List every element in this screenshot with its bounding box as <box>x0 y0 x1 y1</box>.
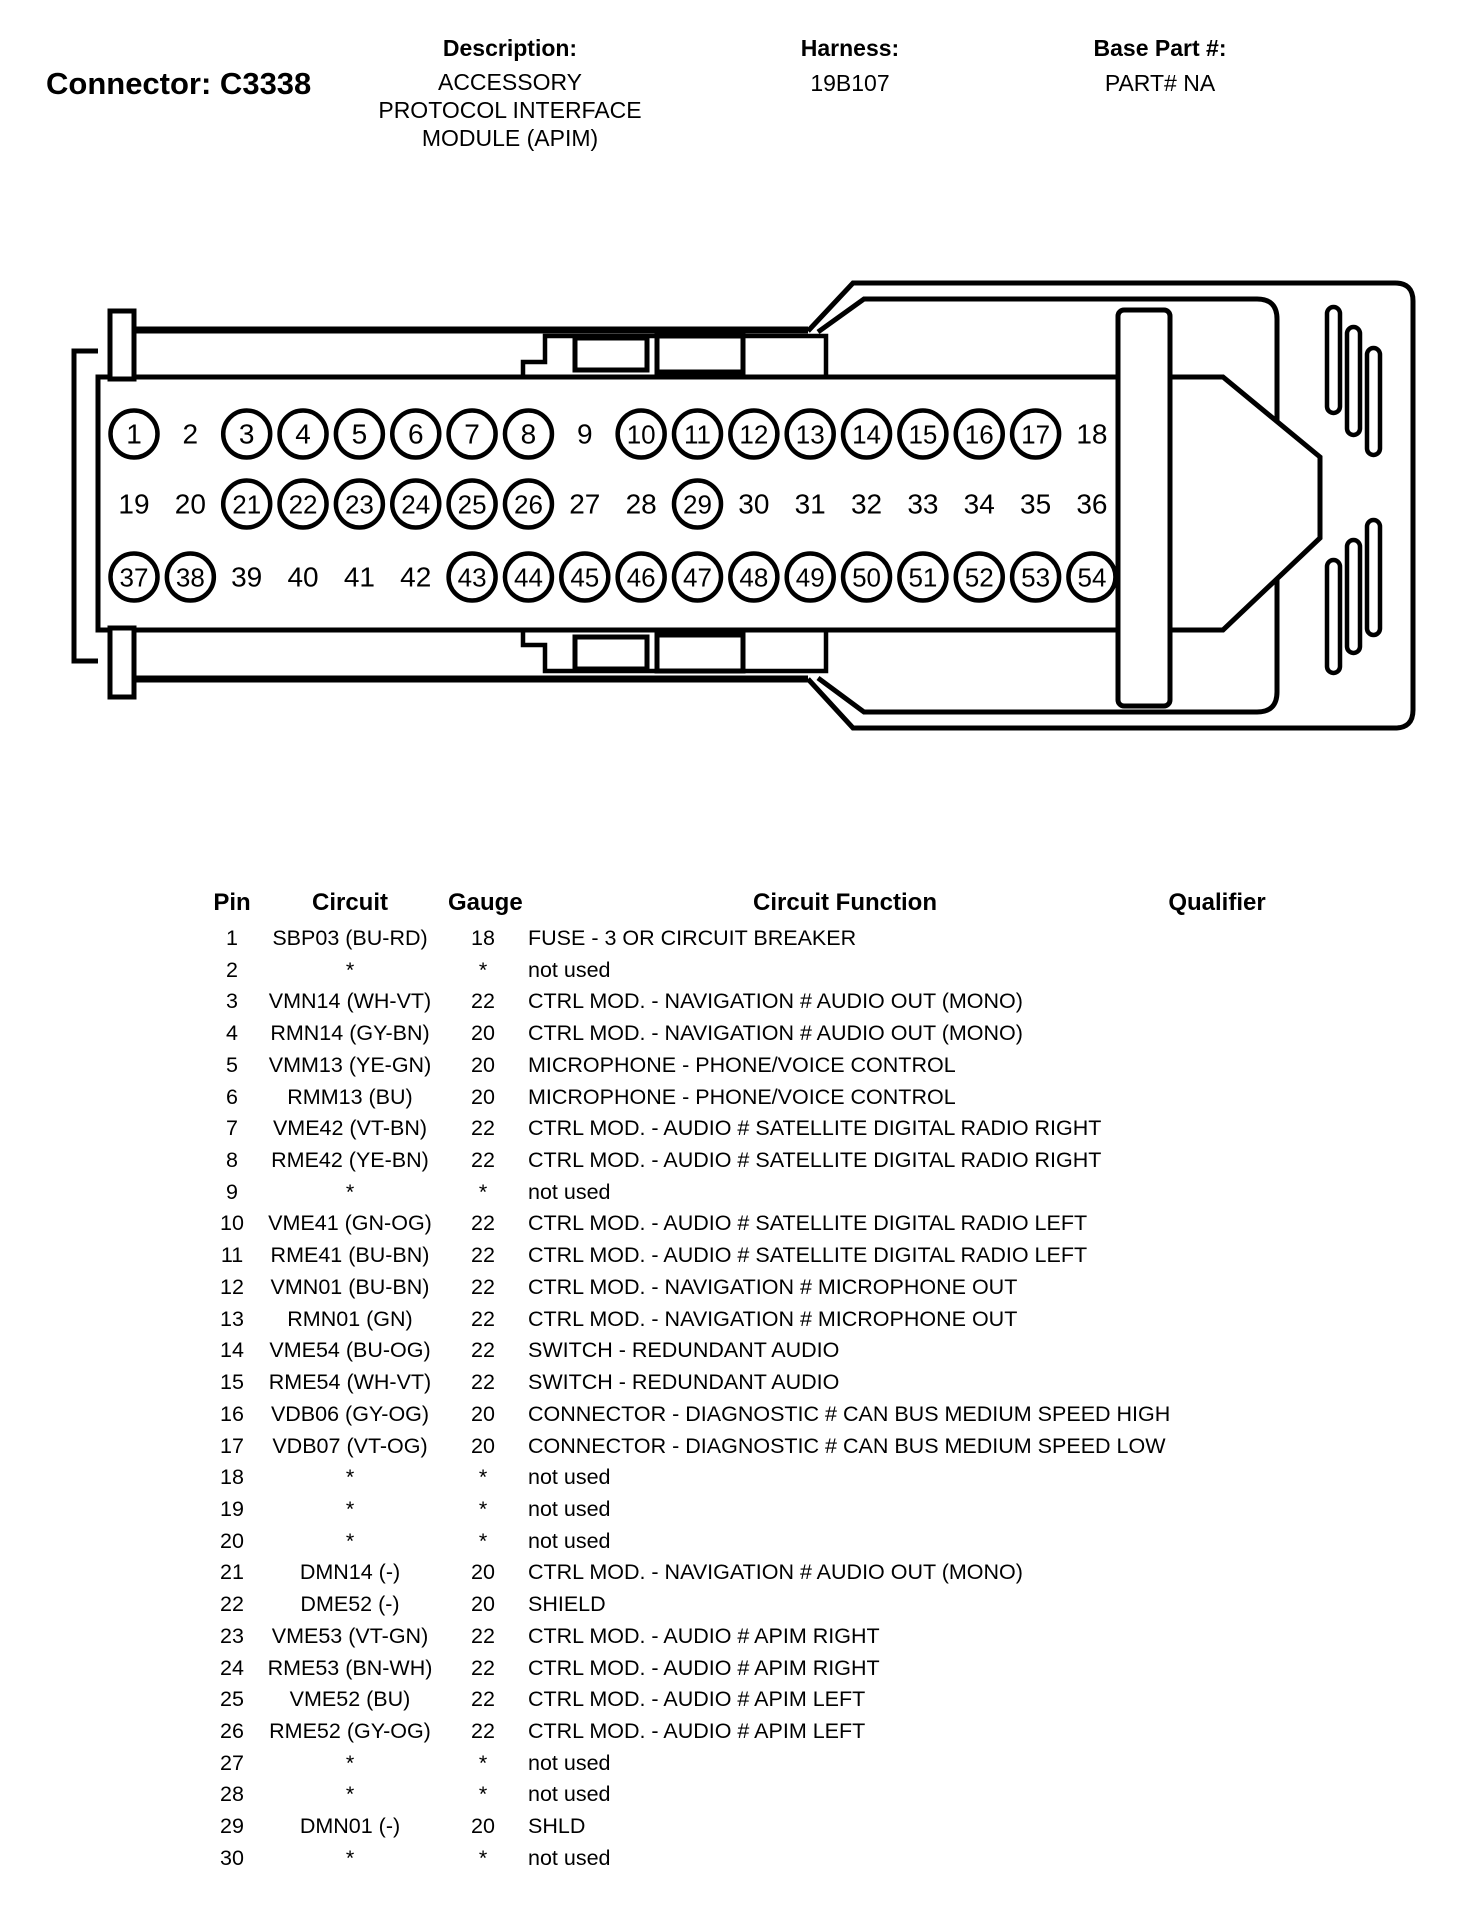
pin-number: 33 <box>907 488 939 520</box>
bottom-latch-window <box>575 637 647 669</box>
top-latch-window <box>657 336 743 372</box>
pin-circled <box>674 554 721 601</box>
circuit-cell: RME41 (BU-BN) <box>270 1243 430 1268</box>
circuit-cell: VMM13 (YE-GN) <box>268 1052 432 1077</box>
pin-number: 38 <box>175 562 205 593</box>
pin-number: 12 <box>739 419 769 450</box>
table-row <box>0 1717 1472 1745</box>
gauge-cell: 20 <box>471 1814 495 1839</box>
pin-number: 6 <box>407 418 424 450</box>
col-header-function: Circuit Function <box>753 889 937 916</box>
function-cell: SWITCH - REDUNDANT AUDIO <box>528 1370 840 1395</box>
pin-circled <box>730 411 777 458</box>
bottom-left-tab <box>110 628 134 697</box>
pin-circled <box>280 411 327 458</box>
table-row <box>0 1527 1472 1555</box>
gauge-cell: 18 <box>471 926 495 950</box>
table-row <box>0 1685 1472 1713</box>
pin-circled <box>956 554 1003 601</box>
connector-diagram <box>0 0 1472 800</box>
gauge-cell: 22 <box>471 1116 495 1141</box>
pin-circled <box>392 411 439 458</box>
pin-cell: 25 <box>220 1687 244 1712</box>
function-cell: MICROPHONE - PHONE/VOICE CONTROL <box>528 1084 956 1109</box>
circuit-cell: * <box>345 1528 355 1553</box>
pin-cell: 11 <box>220 1243 244 1268</box>
table-row <box>0 1590 1472 1618</box>
left-bracket <box>74 351 98 661</box>
table-row <box>0 1844 1472 1872</box>
pin-cell: 15 <box>220 1370 244 1395</box>
pin-number: 35 <box>1020 488 1052 520</box>
pin-number: 44 <box>513 562 543 593</box>
housing-slots <box>1327 307 1380 673</box>
function-cell: not used <box>528 1465 611 1490</box>
pin-plain <box>344 562 375 593</box>
table-row <box>0 1432 1472 1460</box>
pin-number: 1 <box>126 418 142 450</box>
pin-circled <box>505 411 552 458</box>
top-latch-window <box>575 338 647 370</box>
function-cell: CONNECTOR - DIAGNOSTIC # CAN BUS MEDIUM SPEED HIGH <box>528 1401 1171 1426</box>
pin-plain <box>626 489 657 520</box>
function-cell: CTRL MOD. - AUDIO # SATELLITE DIGITAL RADIO RIGHT <box>528 1116 1102 1141</box>
table-row <box>0 1083 1472 1111</box>
top-latch-outline <box>523 336 826 375</box>
col-header-qualifier: Qualifier <box>1168 889 1266 916</box>
table-row <box>0 1495 1472 1523</box>
pin-number: 36 <box>1076 488 1108 520</box>
function-cell: not used <box>528 1179 611 1204</box>
pin-cell: 1 <box>226 926 238 950</box>
circuit-cell: VME53 (VT-GN) <box>271 1623 429 1648</box>
gauge-cell: 22 <box>471 1338 495 1363</box>
circuit-cell: DMN14 (-) <box>299 1560 401 1585</box>
pin-number: 47 <box>683 562 712 593</box>
pin-circled <box>787 411 834 458</box>
gauge-cell: * <box>478 1528 488 1553</box>
pin-number: 13 <box>795 419 825 450</box>
pin-number: 45 <box>570 562 600 593</box>
pin-number: 8 <box>520 418 537 450</box>
pin-number: 43 <box>457 562 487 593</box>
function-cell: CTRL MOD. - AUDIO # APIM RIGHT <box>528 1623 880 1648</box>
function-cell: CTRL MOD. - AUDIO # SATELLITE DIGITAL RADIO LEFT <box>528 1243 1088 1268</box>
pin-plain <box>175 489 206 520</box>
function-cell: FUSE - 3 OR CIRCUIT BREAKER <box>528 926 857 950</box>
pin-number: 50 <box>852 562 882 593</box>
gauge-cell: 20 <box>471 1560 495 1585</box>
base-part-value: PART# NA <box>1104 70 1216 96</box>
pin-cell: 2 <box>226 957 238 982</box>
pin-circled <box>899 554 946 601</box>
pin-number: 41 <box>343 561 375 593</box>
gauge-cell: 22 <box>471 1370 495 1395</box>
pin-cell: 10 <box>220 1211 244 1236</box>
col-header-gauge: Gauge <box>448 889 523 916</box>
circuit-cell: VDB06 (GY-OG) <box>270 1401 430 1426</box>
pin-number: 9 <box>577 418 593 450</box>
function-cell: SWITCH - REDUNDANT AUDIO <box>528 1338 840 1363</box>
pin-cell: 6 <box>226 1084 238 1109</box>
function-cell: SHIELD <box>528 1592 606 1617</box>
pin-plain <box>851 489 882 520</box>
gauge-cell: * <box>478 1179 488 1204</box>
circuit-cell: RMM13 (BU) <box>287 1084 413 1109</box>
bottom-latch-window <box>657 635 743 671</box>
function-cell: CTRL MOD. - AUDIO # APIM LEFT <box>528 1687 866 1712</box>
harness-label: Harness: <box>800 35 900 61</box>
pin-cell: 8 <box>226 1148 238 1173</box>
pin-cell: 13 <box>220 1306 244 1331</box>
gauge-cell: 22 <box>471 1687 495 1712</box>
pin-cell: 12 <box>220 1274 244 1299</box>
pin-circled <box>336 481 383 528</box>
pin-circled <box>505 481 552 528</box>
pin-plain <box>569 489 600 520</box>
circuit-cell: VME52 (BU) <box>289 1687 411 1712</box>
function-cell: not used <box>528 1750 611 1775</box>
pin-cell: 24 <box>220 1655 244 1680</box>
circuit-cell: RME52 (GY-OG) <box>269 1719 431 1743</box>
pin-circled <box>449 411 496 458</box>
table-row <box>0 1114 1472 1142</box>
circuit-cell: * <box>345 1782 355 1807</box>
gauge-cell: * <box>478 1750 488 1775</box>
pin-number: 53 <box>1021 562 1051 593</box>
circuit-cell: VME41 (GN-OG) <box>268 1211 432 1236</box>
table-row <box>0 1273 1472 1301</box>
lock-lever <box>1118 310 1170 706</box>
pin-number: 26 <box>513 489 543 520</box>
pin-circled <box>111 554 158 601</box>
gauge-cell: 22 <box>471 1274 495 1299</box>
table-row <box>0 924 1472 952</box>
pin-circled <box>223 411 270 458</box>
pin-circled <box>336 411 383 458</box>
function-cell: MICROPHONE - PHONE/VOICE CONTROL <box>528 1052 956 1077</box>
pin-circled <box>618 411 665 458</box>
pin-cell: 30 <box>220 1845 244 1870</box>
pin-cell: 17 <box>220 1433 244 1458</box>
table-row <box>0 1178 1472 1206</box>
connector-nose <box>1170 377 1320 630</box>
function-cell: CTRL MOD. - NAVIGATION # MICROPHONE OUT <box>528 1306 1018 1331</box>
pin-circled <box>505 554 552 601</box>
function-cell: CTRL MOD. - AUDIO # SATELLITE DIGITAL RADIO LEFT <box>528 1211 1088 1236</box>
pin-circled <box>223 481 270 528</box>
circuit-cell: * <box>345 1845 355 1870</box>
pin-plain <box>118 489 149 520</box>
pin-number: 39 <box>231 561 263 593</box>
function-cell: CTRL MOD. - NAVIGATION # MICROPHONE OUT <box>528 1274 1018 1299</box>
gauge-cell: * <box>478 1465 488 1490</box>
pin-number: 31 <box>794 488 826 520</box>
pin-circled <box>843 411 890 458</box>
function-cell: not used <box>528 1782 611 1807</box>
gauge-cell: 20 <box>471 1592 495 1617</box>
pin-number: 20 <box>174 488 206 520</box>
pin-number: 42 <box>400 561 432 593</box>
gauge-cell: 20 <box>471 1433 495 1458</box>
function-cell: not used <box>528 1528 611 1553</box>
pin-circled <box>674 481 721 528</box>
pin-number: 51 <box>908 562 938 593</box>
pin-plain <box>907 489 938 520</box>
circuit-cell: VME54 (BU-OG) <box>269 1338 431 1363</box>
pin-plain <box>183 419 199 450</box>
pin-number: 29 <box>683 489 712 520</box>
gauge-cell: 22 <box>471 1243 495 1268</box>
table-row <box>0 1400 1472 1428</box>
table-row <box>0 1019 1472 1047</box>
gauge-cell: 20 <box>471 1052 495 1077</box>
pin-number: 49 <box>795 562 825 593</box>
pin-plain <box>1076 489 1107 520</box>
pin-number: 24 <box>401 489 431 520</box>
function-cell: CTRL MOD. - AUDIO # SATELLITE DIGITAL RADIO RIGHT <box>528 1148 1102 1173</box>
pin-circled <box>1012 554 1059 601</box>
pin-number: 21 <box>232 489 262 520</box>
pin-number: 19 <box>118 488 150 520</box>
function-cell: SHLD <box>528 1814 586 1839</box>
table-row <box>0 1654 1472 1682</box>
gauge-cell: 20 <box>471 1401 495 1426</box>
gauge-cell: * <box>478 1782 488 1807</box>
circuit-cell: * <box>345 1465 355 1490</box>
pin-number: 4 <box>295 418 311 450</box>
table-row <box>0 1463 1472 1491</box>
pin-cell: 22 <box>220 1592 244 1617</box>
circuit-cell: * <box>345 1179 355 1204</box>
pin-plain <box>795 489 826 520</box>
table-row <box>0 987 1472 1015</box>
pin-number: 46 <box>626 562 656 593</box>
pin-number: 18 <box>1076 418 1108 450</box>
function-cell: CTRL MOD. - NAVIGATION # AUDIO OUT (MONO) <box>528 1560 1023 1585</box>
slot-icon <box>1327 307 1340 413</box>
pin-cell: 28 <box>220 1782 244 1807</box>
description-label: Description: <box>442 35 578 61</box>
pin-cell: 7 <box>226 1116 238 1141</box>
table-row <box>0 1051 1472 1079</box>
circuit-cell: VMN14 (WH-VT) <box>268 989 432 1014</box>
col-header-circuit: Circuit <box>311 889 388 916</box>
pin-number: 2 <box>182 418 199 450</box>
pin-number: 11 <box>684 419 711 450</box>
function-cell: CONNECTOR - DIAGNOSTIC # CAN BUS MEDIUM SPEED LOW <box>528 1433 1166 1458</box>
function-cell: not used <box>528 957 611 982</box>
top-left-tab <box>110 311 134 379</box>
function-cell: not used <box>528 1845 611 1870</box>
circuit-cell: RME42 (YE-BN) <box>271 1148 429 1173</box>
pin-plain <box>1020 489 1051 520</box>
gauge-cell: 22 <box>471 1623 495 1648</box>
base-part-label: Base Part #: <box>1093 35 1227 61</box>
gauge-cell: 22 <box>471 1306 495 1331</box>
pin-cell: 29 <box>220 1814 244 1839</box>
table-row <box>0 1749 1472 1777</box>
slot-icon <box>1367 520 1380 635</box>
pin-number: 23 <box>344 489 374 520</box>
pin-number: 48 <box>739 562 769 593</box>
circuit-cell: VDB07 (VT-OG) <box>272 1433 428 1458</box>
pin-circled <box>1068 554 1115 601</box>
table-row <box>0 1209 1472 1237</box>
pin-cell: 3 <box>226 989 238 1014</box>
gauge-cell: 22 <box>471 1719 495 1743</box>
gauge-cell: * <box>478 957 488 982</box>
pin-circled <box>1012 411 1059 458</box>
gauge-cell: 22 <box>471 1148 495 1173</box>
pin-number: 10 <box>626 419 656 450</box>
pin-number: 32 <box>850 488 883 520</box>
pin-plain <box>964 489 995 520</box>
circuit-cell: RMN14 (GY-BN) <box>270 1021 430 1046</box>
slot-icon <box>1347 327 1360 435</box>
table-row <box>0 1146 1472 1174</box>
pin-number: 15 <box>908 419 938 450</box>
pin-cell: 16 <box>220 1401 244 1426</box>
pin-number: 3 <box>238 418 255 450</box>
gauge-cell: 22 <box>471 989 495 1014</box>
pin-number: 25 <box>457 489 487 520</box>
pin-cell: 5 <box>226 1052 238 1077</box>
pin-plain <box>577 419 593 450</box>
circuit-cell: VMN01 (BU-BN) <box>270 1274 430 1299</box>
pin-plain <box>738 489 769 520</box>
function-cell: CTRL MOD. - AUDIO # APIM RIGHT <box>528 1655 880 1680</box>
bottom-latch-outline <box>523 632 826 671</box>
function-cell: CTRL MOD. - NAVIGATION # AUDIO OUT (MONO) <box>528 989 1023 1014</box>
circuit-cell: RME53 (BN-WH) <box>267 1655 433 1680</box>
circuit-cell: RMN01 (GN) <box>287 1306 413 1331</box>
col-header-pin: Pin <box>213 889 251 916</box>
pin-circled <box>674 411 721 458</box>
pin-number: 54 <box>1077 562 1107 593</box>
pin-circled <box>449 554 496 601</box>
pin-number: 16 <box>964 419 994 450</box>
description-line: PROTOCOL INTERFACE <box>378 97 642 123</box>
slot-icon <box>1367 348 1380 455</box>
connector-id-title: Connector: C3338 <box>46 66 312 101</box>
description-line: MODULE (APIM) <box>421 125 599 151</box>
pin-plain <box>287 562 318 593</box>
pin-cell: 19 <box>220 1496 244 1521</box>
pin-number: 30 <box>738 488 770 520</box>
pin-number: 27 <box>569 488 601 520</box>
pin-number: 28 <box>625 488 657 520</box>
gauge-cell: 22 <box>471 1655 495 1680</box>
slot-icon <box>1327 560 1340 673</box>
function-cell: CTRL MOD. - NAVIGATION # AUDIO OUT (MONO) <box>528 1021 1023 1046</box>
table-row <box>0 1622 1472 1650</box>
table-row <box>0 1336 1472 1364</box>
pin-number: 40 <box>287 561 319 593</box>
gauge-cell: 20 <box>471 1021 495 1046</box>
pin-circled <box>618 554 665 601</box>
pin-number: 22 <box>288 489 318 520</box>
circuit-cell: RME54 (WH-VT) <box>268 1370 432 1395</box>
table-row <box>0 1812 1472 1840</box>
pin-circled <box>787 554 834 601</box>
circuit-cell: * <box>345 1750 355 1775</box>
circuit-cell: * <box>345 957 355 982</box>
pin-circled <box>167 554 214 601</box>
circuit-cell: DME52 (-) <box>300 1592 400 1617</box>
pin-cell: 23 <box>220 1623 244 1648</box>
table-row <box>0 1558 1472 1586</box>
pin-cell: 18 <box>220 1465 244 1490</box>
pin-circled <box>956 411 1003 458</box>
table-row <box>0 1241 1472 1269</box>
pin-cell: 27 <box>220 1750 244 1775</box>
table-row <box>0 1780 1472 1808</box>
pin-plain <box>1076 419 1107 450</box>
harness-value: 19B107 <box>810 70 890 96</box>
pin-plain <box>400 562 431 593</box>
gauge-cell: * <box>478 1496 488 1521</box>
function-cell: not used <box>528 1496 611 1521</box>
pin-number: 7 <box>464 418 480 450</box>
table-row <box>0 1305 1472 1333</box>
pin-cell: 9 <box>226 1179 238 1204</box>
slot-icon <box>1347 540 1360 653</box>
function-cell: CTRL MOD. - AUDIO # APIM LEFT <box>528 1719 866 1743</box>
pin-circled <box>111 411 158 458</box>
pin-circled <box>899 411 946 458</box>
gauge-cell: * <box>478 1845 488 1870</box>
pin-number: 17 <box>1021 419 1051 450</box>
gauge-cell: 20 <box>471 1084 495 1109</box>
pin-number: 5 <box>351 418 368 450</box>
pin-circled <box>280 481 327 528</box>
pin-number: 34 <box>963 488 995 520</box>
pin-plain <box>231 562 262 593</box>
pin-cell: 4 <box>226 1021 238 1046</box>
pin-number: 52 <box>964 562 994 593</box>
pin-cell: 21 <box>220 1560 244 1585</box>
gauge-cell: 22 <box>471 1211 495 1236</box>
table-row <box>0 956 1472 984</box>
circuit-cell: * <box>345 1496 355 1521</box>
pin-cell: 20 <box>220 1528 244 1553</box>
pin-circled <box>843 554 890 601</box>
pin-number: 37 <box>119 562 149 593</box>
circuit-cell: DMN01 (-) <box>299 1814 401 1839</box>
description-line: ACCESSORY <box>437 69 582 95</box>
pin-circled <box>561 554 608 601</box>
pin-circled <box>449 481 496 528</box>
pin-circled <box>730 554 777 601</box>
circuit-cell: VME42 (VT-BN) <box>272 1116 428 1141</box>
pin-number: 14 <box>852 419 882 450</box>
circuit-cell: SBP03 (BU-RD) <box>272 926 428 950</box>
pin-cell: 26 <box>220 1719 244 1743</box>
pin-cell: 14 <box>220 1338 244 1363</box>
table-row <box>0 1368 1472 1396</box>
pin-circled <box>392 481 439 528</box>
